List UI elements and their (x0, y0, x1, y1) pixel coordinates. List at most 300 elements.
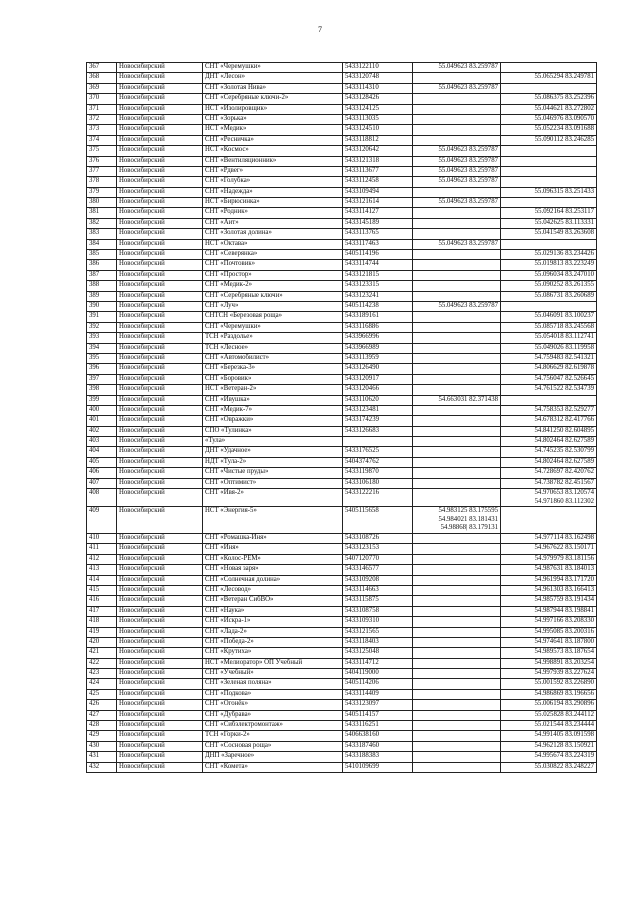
row-number: 395 (87, 353, 117, 363)
district-name: Новосибирский (117, 544, 203, 554)
coordinates-primary: 55.049623 83.259787 (413, 156, 501, 166)
district-name: Новосибирский (117, 575, 203, 585)
organization-name: СНТ «Овражки» (203, 416, 343, 426)
coordinates-secondary: 55.042625 83.113331 (501, 218, 597, 228)
row-number: 426 (87, 700, 117, 710)
district-name: Новосибирский (117, 416, 203, 426)
row-number: 422 (87, 658, 117, 668)
table-row (87, 281, 597, 291)
coordinates-secondary: 54.961994 83.171720 (501, 575, 597, 585)
organization-name: СНТ «Сибэлектромонтаж» (203, 721, 343, 731)
coordinates-secondary: 54.991405 83.091598 (501, 731, 597, 741)
row-number: 418 (87, 617, 117, 627)
district-name: Новосибирский (117, 627, 203, 637)
coordinates-secondary: 55.049026 83.119958 (501, 343, 597, 353)
organization-name: СНТ «Боровик» (203, 374, 343, 384)
coordinates-secondary: 55.030822 83.248227 (501, 762, 597, 772)
organization-name: СНТ «Чистые пруды» (203, 468, 343, 478)
coordinates-secondary (501, 198, 597, 208)
inn-code: 5433120466 (343, 385, 413, 395)
organization-name: ДНП «Заречное» (203, 752, 343, 762)
organization-name: СНТ «Искра-1» (203, 617, 343, 627)
row-number: 423 (87, 669, 117, 679)
coordinates-primary (413, 208, 501, 218)
organization-name: СНТ «Аит» (203, 218, 343, 228)
table-row (87, 229, 597, 239)
district-name: Новосибирский (117, 721, 203, 731)
row-number: 389 (87, 291, 117, 301)
organization-name: СНТ «Луч» (203, 301, 343, 311)
organization-name: СНТ «Серебряные ключи-2» (203, 94, 343, 104)
district-name: Новосибирский (117, 437, 203, 447)
district-name: Новосибирский (117, 731, 203, 741)
inn-code: 5433123153 (343, 544, 413, 554)
coordinates-primary (413, 669, 501, 679)
coordinates-secondary (501, 63, 597, 73)
coordinates-secondary: 54.802464 82.627589 (501, 437, 597, 447)
district-name: Новосибирский (117, 218, 203, 228)
organization-name: СНТ «Колос-РЕМ» (203, 554, 343, 564)
row-number: 401 (87, 416, 117, 426)
inn-code: 5433106180 (343, 478, 413, 488)
row-number: 394 (87, 343, 117, 353)
district-name: Новосибирский (117, 63, 203, 73)
coordinates-secondary: 54.841250 82.604895 (501, 426, 597, 436)
organization-name: НСТ «Ветеран-2» (203, 385, 343, 395)
coordinates-secondary (501, 156, 597, 166)
inn-code: 5433113959 (343, 353, 413, 363)
inn-code: 5433146577 (343, 565, 413, 575)
inn-code: 5433123481 (343, 405, 413, 415)
coordinates-primary (413, 731, 501, 741)
district-name: Новосибирский (117, 94, 203, 104)
inn-code: 5433116886 (343, 322, 413, 332)
table-row (87, 322, 597, 332)
coordinates-primary (413, 135, 501, 145)
table-row (87, 125, 597, 135)
row-number: 382 (87, 218, 117, 228)
coordinates-primary (413, 565, 501, 575)
row-number: 403 (87, 437, 117, 447)
organization-name: СНТ «Комета» (203, 762, 343, 772)
row-number: 406 (87, 468, 117, 478)
district-name: Новосибирский (117, 104, 203, 114)
row-number: 376 (87, 156, 117, 166)
coordinates-secondary: 54.987944 83.198841 (501, 606, 597, 616)
coordinates-primary: 55.049623 83.259787 (413, 166, 501, 176)
organization-name: СНТ «Рдвег» (203, 166, 343, 176)
coordinates-primary (413, 333, 501, 343)
coordinates-primary (413, 741, 501, 751)
district-name: Новосибирский (117, 343, 203, 353)
table-body (87, 63, 597, 773)
coordinates-secondary: 55.090252 83.261355 (501, 281, 597, 291)
coordinates-secondary: 55.021544 83.234444 (501, 721, 597, 731)
row-number: 369 (87, 83, 117, 93)
inn-code: 5405114157 (343, 710, 413, 720)
district-name: Новосибирский (117, 596, 203, 606)
inn-code: 5407120770 (343, 554, 413, 564)
table-row (87, 187, 597, 197)
coordinates-primary (413, 679, 501, 689)
row-number: 367 (87, 63, 117, 73)
district-name: Новосибирский (117, 270, 203, 280)
district-name: Новосибирский (117, 198, 203, 208)
coordinates-primary (413, 385, 501, 395)
organization-name: ДНТ «Удачное» (203, 447, 343, 457)
table-row (87, 585, 597, 595)
coordinates-primary (413, 447, 501, 457)
table-row (87, 83, 597, 93)
row-number: 408 (87, 489, 117, 507)
organization-name: СНТ «Подкова» (203, 689, 343, 699)
organization-name: НСТ «Космос» (203, 146, 343, 156)
organization-name: СНТ «Ресничка» (203, 135, 343, 145)
table-row (87, 507, 597, 534)
inn-code: 5433188383 (343, 752, 413, 762)
inn-code: 5433113765 (343, 229, 413, 239)
table-row (87, 533, 597, 543)
coordinates-primary: 55.049623 83.259787 (413, 239, 501, 249)
row-number: 371 (87, 104, 117, 114)
district-name: Новосибирский (117, 291, 203, 301)
organization-name: НДТ «Тула-2» (203, 457, 343, 467)
row-number: 368 (87, 73, 117, 83)
table-row (87, 596, 597, 606)
inn-code: 5433125048 (343, 648, 413, 658)
coordinates-primary (413, 322, 501, 332)
coordinates-primary (413, 353, 501, 363)
row-number: 375 (87, 146, 117, 156)
inn-code: 5433120917 (343, 374, 413, 384)
row-number: 415 (87, 585, 117, 595)
organization-name: СНТ «Лесовод» (203, 585, 343, 595)
district-name: Новосибирский (117, 752, 203, 762)
coordinates-secondary: 54.987631 83.184013 (501, 565, 597, 575)
row-number: 420 (87, 637, 117, 647)
row-number: 413 (87, 565, 117, 575)
coordinates-primary: 55.049623 83.259787 (413, 146, 501, 156)
coordinates-secondary: 55.046976 83.090570 (501, 114, 597, 124)
inn-code: 5433121614 (343, 198, 413, 208)
district-name: Новосибирский (117, 478, 203, 488)
district-name: Новосибирский (117, 156, 203, 166)
coordinates-secondary: 55.086731 83.260689 (501, 291, 597, 301)
district-name: Новосибирский (117, 322, 203, 332)
row-number: 379 (87, 187, 117, 197)
district-name: Новосибирский (117, 239, 203, 249)
table-row (87, 94, 597, 104)
organization-name: НСТ «Бирюсинка» (203, 198, 343, 208)
table-row (87, 468, 597, 478)
table-row (87, 114, 597, 124)
coordinates-secondary: 55.054018 83.112741 (501, 333, 597, 343)
inn-code: 5433174239 (343, 416, 413, 426)
coordinates-secondary: 54.758353 82.529277 (501, 405, 597, 415)
organization-name: НСТ «Энергия-5» (203, 507, 343, 534)
district-name: Новосибирский (117, 135, 203, 145)
organization-name: ТСН «Лесное» (203, 343, 343, 353)
district-name: Новосибирский (117, 353, 203, 363)
coordinates-secondary: 55.092164 83.253117 (501, 208, 597, 218)
coordinates-primary (413, 312, 501, 322)
organization-name: СНТ «Лада-2» (203, 627, 343, 637)
district-name: Новосибирский (117, 364, 203, 374)
row-number: 427 (87, 710, 117, 720)
inn-code: 5433110620 (343, 395, 413, 405)
inn-code: 5405114238 (343, 301, 413, 311)
row-number: 431 (87, 752, 117, 762)
coordinates-primary: 55.049623 83.259787 (413, 83, 501, 93)
row-number: 399 (87, 395, 117, 405)
coordinates-primary (413, 554, 501, 564)
organization-name: СНТ «Золотая Нива» (203, 83, 343, 93)
table-row (87, 270, 597, 280)
coordinates-secondary: 55.019813 83.223249 (501, 260, 597, 270)
coordinates-secondary: 54.967622 83.150171 (501, 544, 597, 554)
organization-name: СНТ «Учебный» (203, 669, 343, 679)
coordinates-secondary: 55.046091 83.100237 (501, 312, 597, 322)
table-row (87, 177, 597, 187)
row-number: 398 (87, 385, 117, 395)
row-number: 411 (87, 544, 117, 554)
coordinates-primary (413, 416, 501, 426)
row-number: 425 (87, 689, 117, 699)
row-number: 416 (87, 596, 117, 606)
coordinates-primary (413, 457, 501, 467)
coordinates-secondary: 54.995085 83.200316 (501, 627, 597, 637)
coordinates-secondary: 54.738782 82.451567 (501, 478, 597, 488)
coordinates-secondary: 55.085718 83.245568 (501, 322, 597, 332)
district-name: Новосибирский (117, 114, 203, 124)
table-row (87, 710, 597, 720)
row-number: 390 (87, 301, 117, 311)
organization-name: СНТ «Березка-3» (203, 364, 343, 374)
coordinates-primary (413, 752, 501, 762)
organization-name: СНТ «Черемушки» (203, 322, 343, 332)
inn-code: 5406638160 (343, 731, 413, 741)
district-name: Новосибирский (117, 554, 203, 564)
coordinates-primary (413, 596, 501, 606)
coordinates-secondary: 54.995674 83.224319 (501, 752, 597, 762)
coordinates-primary (413, 405, 501, 415)
row-number: 421 (87, 648, 117, 658)
row-number: 372 (87, 114, 117, 124)
table-row (87, 353, 597, 363)
organization-name: СНТ «Северянка» (203, 250, 343, 260)
coordinates-primary (413, 291, 501, 301)
district-name: Новосибирский (117, 260, 203, 270)
organization-name: СНТ «Медик-2» (203, 281, 343, 291)
coordinates-secondary: 55.096034 83.247010 (501, 270, 597, 280)
coordinates-primary (413, 637, 501, 647)
coordinates-primary (413, 710, 501, 720)
district-name: Новосибирский (117, 679, 203, 689)
table-row (87, 198, 597, 208)
table-row (87, 721, 597, 731)
row-number: 393 (87, 333, 117, 343)
coordinates-secondary: 55.044621 83.272802 (501, 104, 597, 114)
inn-code: 5433109208 (343, 575, 413, 585)
district-name: Новосибирский (117, 333, 203, 343)
district-name: Новосибирский (117, 669, 203, 679)
coordinates-primary (413, 721, 501, 731)
coordinates-secondary (501, 146, 597, 156)
organization-name: СНТ «Крутиха» (203, 648, 343, 658)
coordinates-primary (413, 364, 501, 374)
coordinates-primary (413, 437, 501, 447)
coordinates-primary (413, 606, 501, 616)
coordinates-primary (413, 94, 501, 104)
district-name: Новосибирский (117, 489, 203, 507)
table-row (87, 700, 597, 710)
inn-code: 5433145189 (343, 218, 413, 228)
table-row (87, 301, 597, 311)
district-name: Новосибирский (117, 385, 203, 395)
district-name: Новосибирский (117, 301, 203, 311)
coordinates-primary (413, 218, 501, 228)
row-number: 428 (87, 721, 117, 731)
district-name: Новосибирский (117, 125, 203, 135)
table-row (87, 166, 597, 176)
row-number: 387 (87, 270, 117, 280)
inn-code: 5433120748 (343, 73, 413, 83)
coordinates-secondary: 55.041549 83.263608 (501, 229, 597, 239)
coordinates-secondary: 54.806629 82.619878 (501, 364, 597, 374)
district-name: Новосибирский (117, 73, 203, 83)
table-row (87, 312, 597, 322)
table-row (87, 333, 597, 343)
settlements-table (86, 62, 597, 773)
coordinates-primary (413, 627, 501, 637)
inn-code: 5433187460 (343, 741, 413, 751)
row-number: 381 (87, 208, 117, 218)
page-number: 7 (318, 25, 322, 34)
row-number: 400 (87, 405, 117, 415)
row-number: 414 (87, 575, 117, 585)
coordinates-secondary: 54.974641 83.187800 (501, 637, 597, 647)
table-row (87, 135, 597, 145)
coordinates-primary (413, 114, 501, 124)
district-name: Новосибирский (117, 312, 203, 322)
row-number: 386 (87, 260, 117, 270)
inn-code: 5404119000 (343, 669, 413, 679)
coordinates-secondary: 54.986869 83.196656 (501, 689, 597, 699)
inn-code: 5405114196 (343, 250, 413, 260)
coordinates-secondary: 54.745235 82.530799 (501, 447, 597, 457)
table-row (87, 658, 597, 668)
row-number: 374 (87, 135, 117, 145)
inn-code: 5433108758 (343, 606, 413, 616)
organization-name: СНТ «Ивя-2» (203, 489, 343, 507)
inn-code: 5433128426 (343, 94, 413, 104)
coordinates-primary: 55.049623 83.259787 (413, 63, 501, 73)
coordinates-secondary (501, 166, 597, 176)
row-number: 397 (87, 374, 117, 384)
row-number: 391 (87, 312, 117, 322)
table-row (87, 762, 597, 772)
coordinates-secondary (501, 507, 597, 534)
coordinates-primary (413, 478, 501, 488)
inn-code: 5433966989 (343, 343, 413, 353)
inn-code: 5433114712 (343, 658, 413, 668)
coordinates-secondary: 55.090112 83.246285 (501, 135, 597, 145)
organization-name: СНТ «Ромашка-Иня» (203, 533, 343, 543)
district-name: Новосибирский (117, 426, 203, 436)
district-name: Новосибирский (117, 457, 203, 467)
district-name: Новосибирский (117, 468, 203, 478)
table-row (87, 752, 597, 762)
row-number: 402 (87, 426, 117, 436)
organization-name: НСТ «Октава» (203, 239, 343, 249)
inn-code: 5410109699 (343, 762, 413, 772)
row-number: 419 (87, 627, 117, 637)
coordinates-primary (413, 585, 501, 595)
inn-code: 5433121565 (343, 627, 413, 637)
organization-name: СНТ «Иня» (203, 544, 343, 554)
organization-name: СНТ «Простор» (203, 270, 343, 280)
coordinates-primary (413, 544, 501, 554)
coordinates-secondary (501, 177, 597, 187)
coordinates-primary (413, 374, 501, 384)
inn-code: 5433114310 (343, 83, 413, 93)
organization-name: СНТ «Золотая долина» (203, 229, 343, 239)
district-name: Новосибирский (117, 606, 203, 616)
row-number: 410 (87, 533, 117, 543)
organization-name: СНТ «Ветеран СибВО» (203, 596, 343, 606)
inn-code: 5433123315 (343, 281, 413, 291)
organization-name: ТСН «Раздолье» (203, 333, 343, 343)
organization-name: СНТ «Медик-7» (203, 405, 343, 415)
row-number: 392 (87, 322, 117, 332)
coordinates-primary (413, 104, 501, 114)
inn-code: 5433118403 (343, 637, 413, 647)
coordinates-secondary: 54.989573 83.187654 (501, 648, 597, 658)
row-number: 429 (87, 731, 117, 741)
row-number: 396 (87, 364, 117, 374)
inn-code: 5433124510 (343, 125, 413, 135)
organization-name: СНТ «Дубрава» (203, 710, 343, 720)
inn-code: 5433113035 (343, 114, 413, 124)
inn-code: 5433122216 (343, 489, 413, 507)
table-row (87, 260, 597, 270)
inn-code: 5404374762 (343, 457, 413, 467)
coordinates-primary (413, 658, 501, 668)
coordinates-primary (413, 343, 501, 353)
coordinates-primary (413, 73, 501, 83)
district-name: Новосибирский (117, 741, 203, 751)
table-row (87, 447, 597, 457)
inn-code: 5433120642 (343, 146, 413, 156)
organization-name: НСТ «Изолировщик» (203, 104, 343, 114)
district-name: Новосибирский (117, 83, 203, 93)
row-number: 424 (87, 679, 117, 689)
organization-name: СНТ «Сосновая роща» (203, 741, 343, 751)
coordinates-secondary: 54.961303 83.166413 (501, 585, 597, 595)
district-name: Новосибирский (117, 648, 203, 658)
district-name: Новосибирский (117, 281, 203, 291)
row-number: 378 (87, 177, 117, 187)
table-row (87, 291, 597, 301)
inn-code: 5433123097 (343, 700, 413, 710)
table-row (87, 146, 597, 156)
inn-code: 5433114127 (343, 208, 413, 218)
coordinates-secondary: 54.678312 82.417766 (501, 416, 597, 426)
district-name: Новосибирский (117, 250, 203, 260)
district-name: Новосибирский (117, 585, 203, 595)
row-number: 384 (87, 239, 117, 249)
table-row (87, 689, 597, 699)
